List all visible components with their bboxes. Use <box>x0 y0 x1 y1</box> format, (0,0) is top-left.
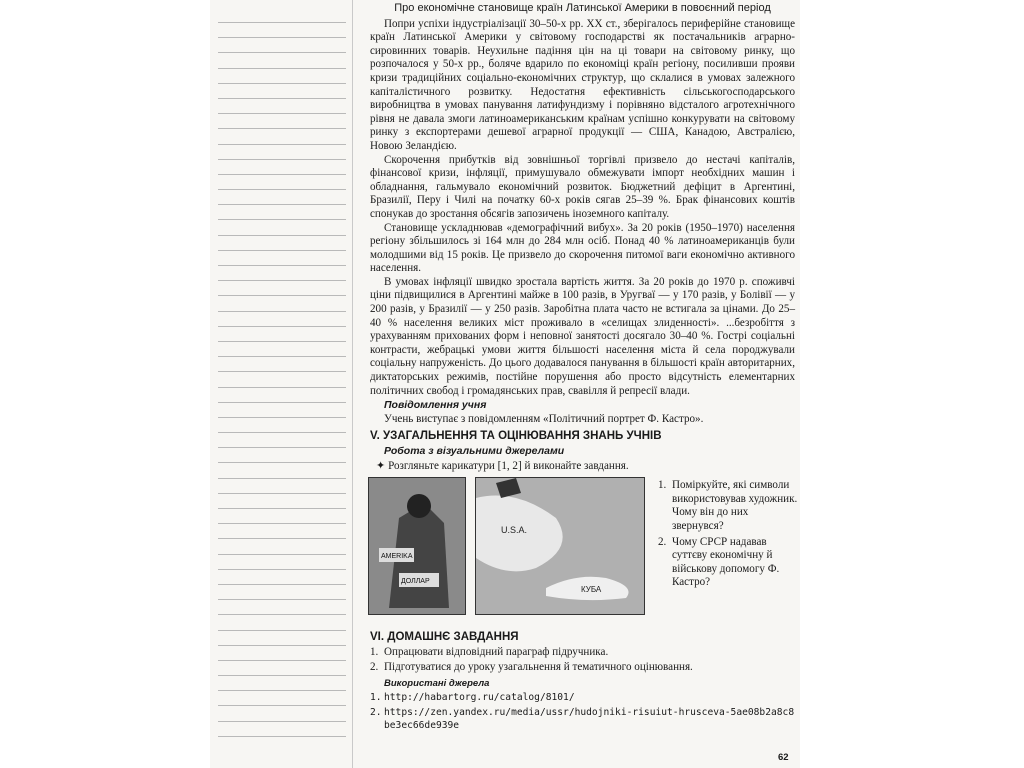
note-line <box>218 113 346 114</box>
caricature-1-image <box>368 477 466 615</box>
section-5-task <box>376 460 795 474</box>
page-number: 62 <box>778 752 789 763</box>
note-line <box>218 295 346 296</box>
note-line <box>218 219 346 220</box>
note-line <box>218 462 346 463</box>
note-line <box>218 22 346 23</box>
note-line <box>218 174 346 175</box>
note-line <box>218 371 346 372</box>
homework-item: 2. Підготуватися до уроку узагальнення й тематичного оцінювання. <box>370 661 693 674</box>
note-line <box>218 250 346 251</box>
note-line <box>218 508 346 509</box>
note-line <box>218 235 346 236</box>
section-6-title: VI. ДОМАШНЄ ЗАВДАННЯ <box>370 631 519 644</box>
paragraph-2: Скорочення прибутків від зовнішньої торгівлі призвело до нестачі капіталів, фінансової кризи, інфляції, примушувало обмежувати імпорт необхідних машин і обладнання, гальмувало економічний розвиток. Бюджетний дефіцит в Аргентині, Бразилії, Перу і Чилі на початку 60-х років сягав 25–39 %. Брак фінансових коштів спонукав до зростання обсягів запозичень іноземного капіталу. <box>370 153 795 220</box>
note-line <box>218 356 346 357</box>
note-line <box>218 265 346 266</box>
note-line <box>218 523 346 524</box>
note-line <box>218 68 346 69</box>
note-line <box>218 402 346 403</box>
caricature-2-image <box>475 477 645 615</box>
note-line <box>218 584 346 585</box>
caricature-2-label-2: КУБА <box>581 585 602 595</box>
note-line <box>218 554 346 555</box>
note-line <box>218 280 346 281</box>
note-line <box>218 599 346 600</box>
note-line <box>218 630 346 631</box>
note-line <box>218 538 346 539</box>
note-line <box>218 37 346 38</box>
paragraph-4: В умовах інфляції швидко зростала вартість життя. За 20 років до 1970 р. споживчі ціни підвищилися в Аргентині майже в 100 разів, в Уругваї — у 170 разів, у Болівії — у 200 разів, у Бразилії — у 250 разів. Заробітна плата часто не встигала за цінами. До 25–40 % населення великих міст проживало в «селищах злиденності». ...безробіття з урахуванням прихованих форм і неповної занятості досягало 30–40 %. Гострі соціальні контрасти, жебрацькі умови життя більшості населення міста й села породжували соціальну напруженість. До цього додавалося панування в більшості країн авторитарних, диктаторських режимів, постійне порушення або просто відсутність елементарних політичних свобод і громадянських прав, свавілля й репресії влади. <box>370 275 795 397</box>
note-line <box>218 614 346 615</box>
note-line <box>218 144 346 145</box>
paragraph-3: Становище ускладнював «демографічний вибух». За 20 років (1950–1970) населення регіону збільшилось зі 164 млн до 284 млн осіб. Понад 40 % латиноамериканців були молодшими від 15 років. Це призвело до скорочення питомої ваги економічно активного населення. <box>370 221 795 275</box>
note-line <box>218 447 346 448</box>
note-line <box>218 52 346 53</box>
source-item: 2. https://zen.yandex.ru/media/ussr/hudojniki-risuiut-hrusceva-5ae08b2a8c8be3ec66de939e <box>370 706 795 731</box>
note-line <box>218 311 346 312</box>
note-line <box>218 159 346 160</box>
note-line <box>218 690 346 691</box>
caricature-2-label-1: U.S.A. <box>501 525 528 536</box>
note-line <box>218 432 346 433</box>
student-report-text: Учень виступає з повідомленням «Політичний портрет Ф. Кастро». <box>384 412 704 425</box>
task-text: Розгляньте карикатури [1, 2] й виконайте завдання. <box>388 459 629 472</box>
note-line <box>218 341 346 342</box>
margin-divider <box>352 0 353 768</box>
student-report-label: Повідомлення учня <box>384 399 487 412</box>
note-line <box>218 98 346 99</box>
note-line <box>218 326 346 327</box>
paragraph-1: Попри успіхи індустріалізації 30–50-х рр. XX ст., зберігалось периферійне становище країн Латинської Америки у світовому господарстві як постачальників аграрно-сировинних товарів. Неухильне падіння цін на ці товари на світовому ринку, що розпочалося у 50-х рр., боляче вдарило по економіці країн регіону, посиливши прояви кризи традиційних соціально-економічних структур, що склалися в умовах залежного капіталістичного розвитку. Недостатня ефективність сільськогосподарського виробництва в умовах панування латифундизму і порівняно відсталого агротехнічного рівня не давала змоги латиноамериканським країнам успішно конкурувати на світовому ринку з експортерами дешевої аграрної продукції — США, Канадою, Австралією, Новою Зеландією. <box>370 17 795 152</box>
note-line <box>218 645 346 646</box>
bullet-icon: ✦ <box>376 459 389 472</box>
sources-label: Використані джерела <box>384 677 490 689</box>
note-line <box>218 189 346 190</box>
caricature-1-label-1: AMERIKA <box>381 553 413 561</box>
note-line <box>218 675 346 676</box>
main-content <box>370 2 798 734</box>
note-line <box>218 128 346 129</box>
note-line <box>218 204 346 205</box>
caricature-1-label-2: ДОЛЛАР <box>401 578 430 586</box>
section-5-title: V. УЗАГАЛЬНЕННЯ ТА ОЦІНЮВАННЯ ЗНАНЬ УЧНІВ <box>370 430 662 443</box>
note-line <box>218 387 346 388</box>
note-line <box>218 736 346 737</box>
note-line <box>218 417 346 418</box>
source-item: 1. http://habartorg.ru/catalog/8101/ <box>370 691 575 703</box>
note-line <box>218 478 346 479</box>
note-line <box>218 660 346 661</box>
section-5-subtitle: Робота з візуальними джерелами <box>384 445 565 457</box>
note-line <box>218 493 346 494</box>
subheading: Про економічне становище країн Латинської Америки в повоєнний період <box>394 2 771 14</box>
question-item: 1. Поміркуйте, які символи використовував художник. Чому він до них звернувся? <box>658 479 798 532</box>
notes-margin <box>218 22 346 742</box>
caricatures <box>370 477 798 627</box>
note-line <box>218 705 346 706</box>
note-line <box>218 83 346 84</box>
question-item: 2. Чому СРСР надавав суттєву економічну й військову допомогу Ф. Кастро? <box>658 535 780 589</box>
note-line <box>218 569 346 570</box>
homework-item: 1. Опрацювати відповідний параграф підручника. <box>370 645 609 658</box>
note-line <box>218 721 346 722</box>
question-list <box>658 479 798 592</box>
